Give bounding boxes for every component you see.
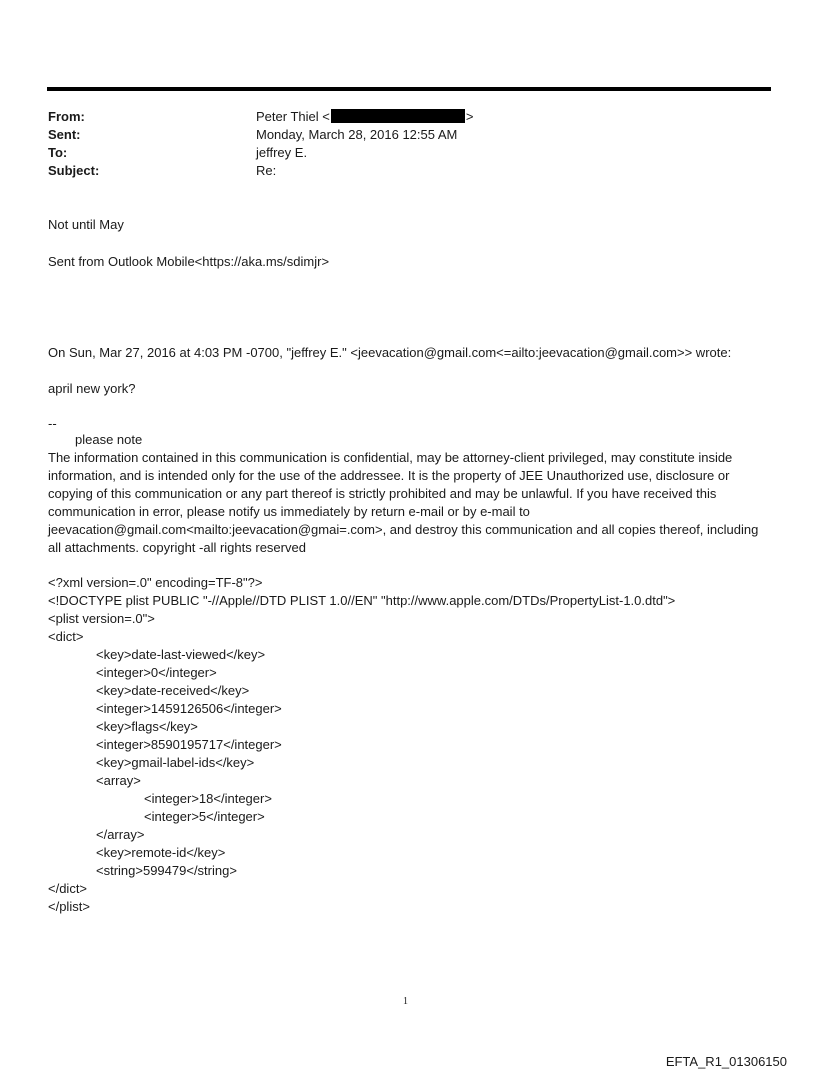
note-title: please note [75,432,143,447]
array-item: <integer>18</integer> [144,791,272,806]
redaction-bar [331,109,465,123]
plist-line: <key>date-last-viewed</key> [96,647,266,662]
plist-line: <key>gmail-label-ids</key> [96,755,255,770]
dict-open: <dict> [48,629,84,644]
array-item: <integer>5</integer> [144,809,265,824]
dict-close: </dict> [48,881,88,896]
subject-label: Subject: [48,163,100,178]
plist-close: </plist> [48,899,90,914]
plist-line: <key>flags</key> [96,719,198,734]
from-label: From: [48,109,85,124]
plist-line: <integer>8590195717</integer> [96,737,282,752]
from-value [256,108,473,126]
plist-line: <key>remote-id</key> [96,845,226,860]
plist-line: <integer>0</integer> [96,665,217,680]
page-number: 1 [403,996,408,1007]
from-close: > [465,109,474,124]
sent-value: Monday, March 28, 2016 12:55 AM [256,127,458,142]
signature-text: Sent from Outlook Mobile<https://aka.ms/sdimjr> [48,254,330,269]
subject-value: Re: [256,163,277,178]
separator: -- [48,416,57,431]
plist-line: <string>599479</string> [96,863,237,878]
plist-line: <array> [96,773,141,788]
header-rule [47,87,771,91]
to-value: jeffrey E. [256,145,308,160]
plist-open: <plist version=.0"> [48,611,155,626]
quote-header: On Sun, Mar 27, 2016 at 4:03 PM -0700, "jeffrey E." <jeevacation@gmail.com<=ailto:jeevacation@gmail.com>> wrote: [48,345,732,360]
quoted-message: april new york? [48,381,136,396]
sent-label: Sent: [48,127,81,142]
document-id: EFTA_R1_01306150 [665,1054,787,1069]
plist-line: <key>date-received</key> [96,683,250,698]
xml-declaration: <?xml version=.0" encoding=TF-8"?> [48,575,263,590]
reply-text: Not until May [48,217,124,232]
to-label: To: [48,145,68,160]
doctype-line: <!DOCTYPE plist PUBLIC "-//Apple//DTD PLIST 1.0//EN" "http://www.apple.com/DTDs/PropertyList-1.0.dtd"> [48,593,676,608]
plist-line: <integer>1459126506</integer> [96,701,282,716]
from-name: Peter Thiel < [256,109,330,124]
disclaimer-text: The information contained in this communication is confidential, may be attorney-client privileged, may constitute inside information, and is intended only for the use of the addressee. It is the property of JEE Unauthorized use, disclosure or copying of this communication or any part thereof is strictly prohibited and may be unlawful. If you have received this communication in error, please notify us immediately by return e-mail or by e-mail to jeevacation@gmail.com<mailto:jeevacation@gmai=.com>, and destroy this communication and all copies thereof, including all attachments. copyright -all rights reserved [48,450,759,555]
plist-line: </array> [96,827,145,842]
